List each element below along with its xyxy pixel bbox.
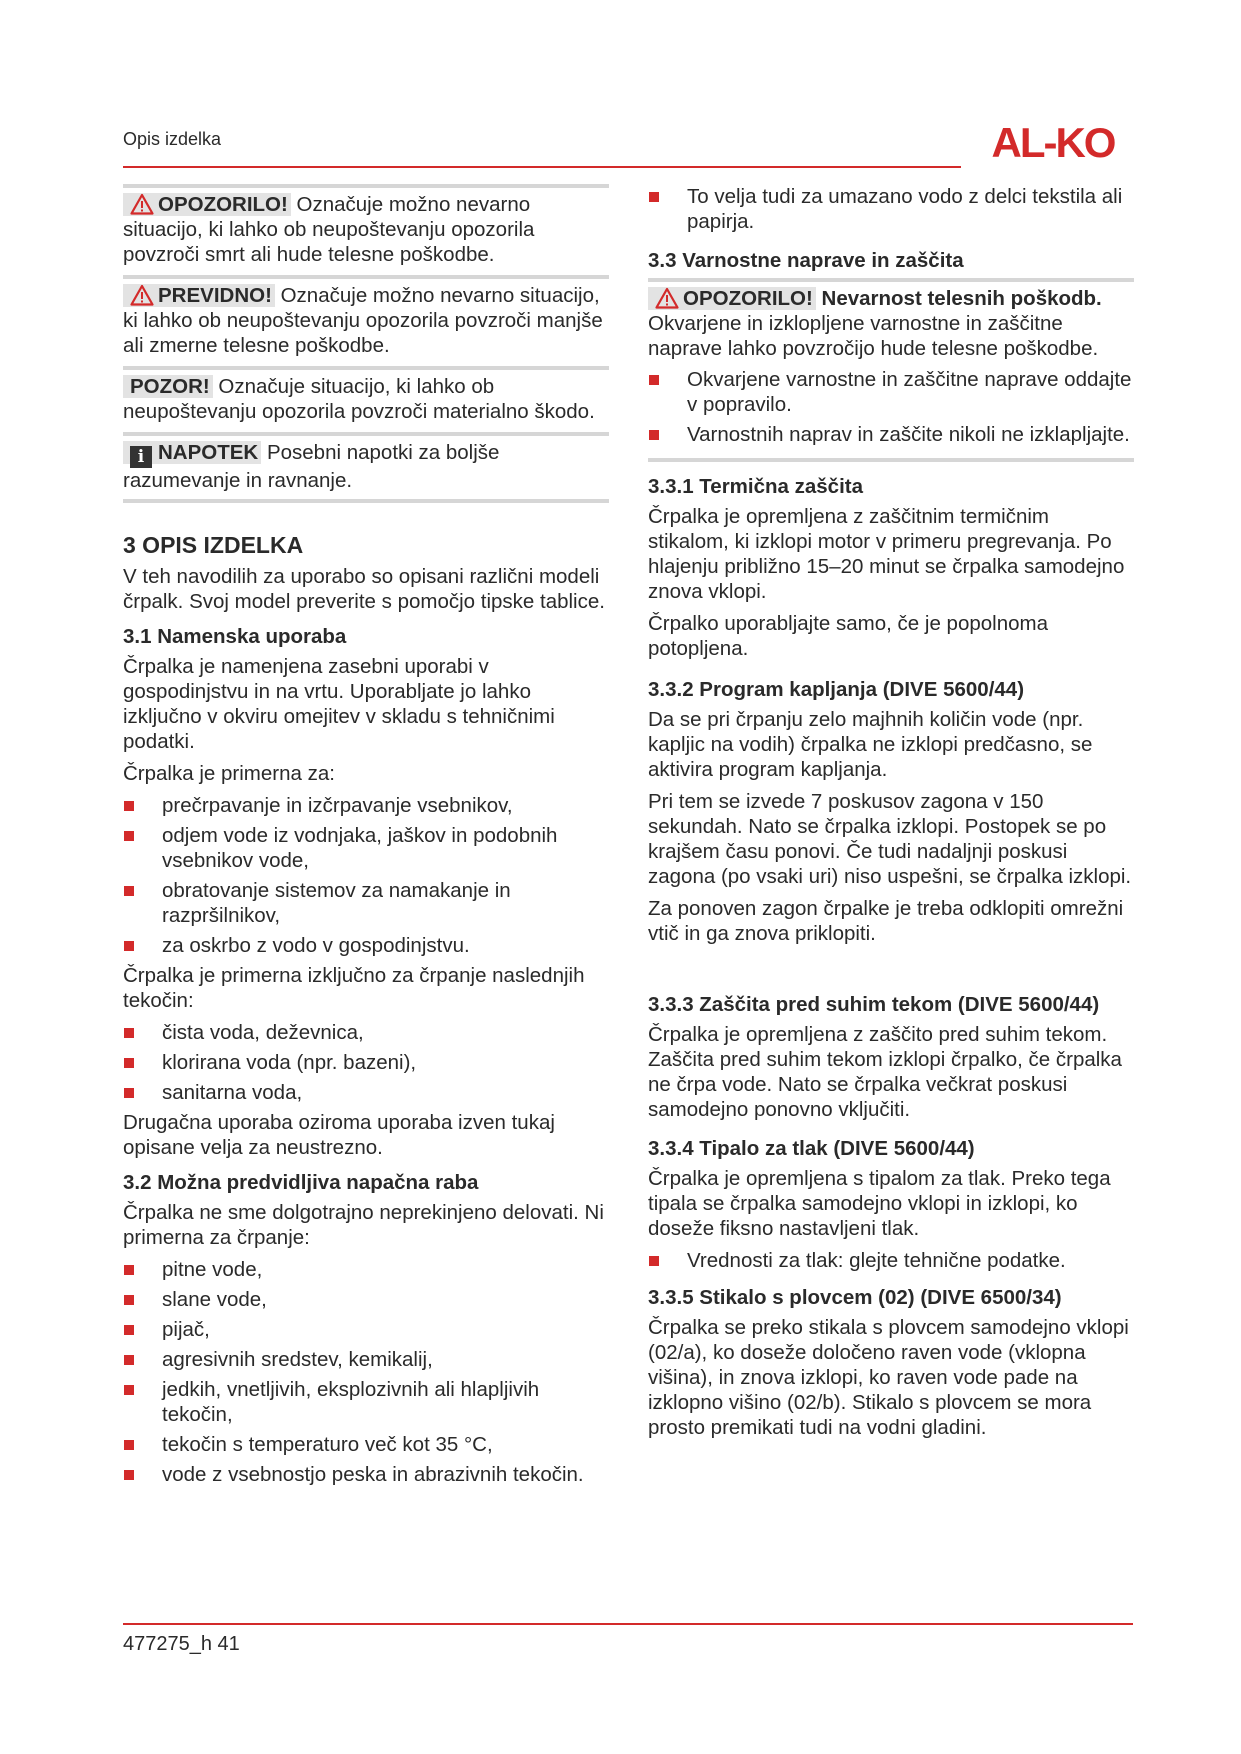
- paragraph: Pri tem se izvede 7 poskusov zagona v 150 sekundah. Nato se črpalka izklopi. Postopek se po krajšem času ponovi. Če tudi nadaljnji poskusi zagona (po vsaki uri) niso uspešni, se črpalka izklopi.: [648, 790, 1132, 888]
- list-item-text: Vrednosti za tlak: glejte tehnične podatke.: [687, 1249, 1066, 1272]
- page-number: 477275_h 41: [123, 1633, 240, 1655]
- list-item-text: pijač,: [162, 1318, 210, 1341]
- bullet-square-icon: [124, 1295, 134, 1305]
- list-item-text: klorirana voda (npr. bazeni),: [162, 1051, 417, 1074]
- bullet-square-icon: [124, 1058, 134, 1068]
- subsection-title: 3.3 Varnostne naprave in zaščita: [648, 249, 964, 272]
- subsection-title: 3.3.2 Program kapljanja (DIVE 5600/44): [648, 678, 1025, 701]
- list-item-text: vode z vsebnostjo peska in abrazivnih tekočin.: [162, 1463, 584, 1486]
- bullet-square-icon: [649, 375, 659, 385]
- list-item: [123, 1080, 609, 1105]
- bullet-square-icon: [124, 1355, 134, 1365]
- notice-text: Označuje možno nevarno situacijo, ki lahko ob neupoštevanju opozorila povzroči smrt ali hude telesne poškodbe.: [123, 193, 535, 266]
- list-item-text: odjem vode iz vodnjaka, jaškov in podobnih vsebnikov vode,: [162, 824, 558, 872]
- signal-label: [648, 287, 816, 310]
- bullet-square-icon: [649, 1256, 659, 1266]
- bullet-square-icon: [649, 192, 659, 202]
- warning-triangle-icon: [130, 193, 154, 215]
- subsection-title: 3.3.1 Termična zaščita: [648, 475, 863, 498]
- list-item-text: čista voda, deževnica,: [162, 1021, 364, 1044]
- list-item: [123, 793, 609, 818]
- paragraph: Za ponoven zagon črpalke je treba odklopiti omrežni vtič in ga znova priklopiti.: [648, 897, 1124, 945]
- signal-label: [123, 193, 291, 216]
- left-column: [123, 184, 609, 1492]
- info-icon: i: [130, 446, 152, 468]
- list-item: [648, 422, 1134, 447]
- bullet-list: [123, 1257, 609, 1487]
- list-item-text: obratovanje sistemov za namakanje in razpršilnikov,: [162, 879, 511, 927]
- paragraph: Črpalka je opremljena s tipalom za tlak. Preko tega tipala se črpalka samodejno vklopi in izklopi, ko doseže fiksno nastavljeni tlak.: [648, 1167, 1111, 1240]
- bullet-square-icon: [124, 1088, 134, 1098]
- warning-triangle-icon: [130, 284, 154, 306]
- list-item-text: za oskrbo z vodo v gospodinjstvu.: [162, 934, 470, 957]
- list-item-text: pitne vode,: [162, 1258, 263, 1281]
- list-item-text: jedkih, vnetljivih, eksplozivnih ali hlapljivih tekočin,: [162, 1378, 540, 1426]
- bullet-square-icon: [124, 1385, 134, 1395]
- list-item: [123, 1377, 609, 1427]
- bullet-square-icon: [124, 1265, 134, 1275]
- subsection-title: 3.3.4 Tipalo za tlak (DIVE 5600/44): [648, 1137, 975, 1160]
- notice-attention: [123, 366, 609, 432]
- notice-bold-text: Nevarnost telesnih poškodb.: [821, 287, 1102, 310]
- bullet-list: [648, 184, 1134, 234]
- signal-label: [123, 375, 213, 398]
- paragraph: Črpalka ne sme dolgotrajno neprekinjeno delovati. Ni primerna za črpanje:: [123, 1201, 604, 1249]
- list-item: [123, 1257, 609, 1282]
- list-item-text: agresivnih sredstev, kemikalij,: [162, 1348, 433, 1371]
- paragraph: Črpalka je primerna izključno za črpanje naslednjih tekočin:: [123, 964, 585, 1012]
- signal-word: PREVIDNO!: [158, 284, 272, 307]
- list-item: [123, 1317, 609, 1342]
- paragraph: Drugačna uporaba oziroma uporaba izven tukaj opisane velja za neustrezno.: [123, 1111, 555, 1159]
- signal-label: [123, 284, 275, 307]
- signal-word: OPOZORILO!: [158, 193, 288, 216]
- paragraph: Črpalka je opremljena z zaščitnim termičnim stikalom, ki izklopi motor v primeru pregrevanja. Po hlajenju približno 15–20 minut se črpalka samodejno znova vklopi.: [648, 505, 1125, 603]
- signal-label: [123, 441, 261, 467]
- list-item: [123, 878, 609, 928]
- paragraph: Črpalka je primerna za:: [123, 762, 335, 785]
- notice-caution: [123, 275, 609, 366]
- bullet-square-icon: [124, 801, 134, 811]
- warning-triangle-icon: [655, 287, 679, 309]
- bullet-list: [123, 793, 609, 958]
- notice-note: [123, 432, 609, 503]
- list-item-text: slane vode,: [162, 1288, 267, 1311]
- section-title: 3 OPIS IZDELKA: [123, 532, 304, 558]
- signal-word: POZOR!: [130, 375, 210, 398]
- list-item: [123, 933, 609, 958]
- subsection-title: 3.1 Namenska uporaba: [123, 625, 347, 648]
- notice-text: Posebni napotki za boljše razumevanje in ravnanje.: [123, 441, 500, 492]
- bullet-square-icon: [124, 1470, 134, 1480]
- bullet-square-icon: [649, 430, 659, 440]
- list-item: [123, 1462, 609, 1487]
- list-item-text: Varnostnih naprav in zaščite nikoli ne izklapljajte.: [687, 423, 1130, 446]
- paragraph: Črpalka je namenjena zasebni uporabi v gospodinjstvu in na vrtu. Uporabljate jo lahko izključno v okviru omejitev v skladu s tehničnimi podatki.: [123, 655, 555, 753]
- bullet-square-icon: [124, 1028, 134, 1038]
- paragraph: Črpalka je opremljena z zaščito pred suhim tekom. Zaščita pred suhim tekom izklopi črpalko, če črpalka ne črpa vode. Nato se črpalka večkrat poskusi samodejno ponovno vključiti.: [648, 1023, 1122, 1121]
- list-item: [648, 367, 1134, 417]
- list-item: [123, 1050, 609, 1075]
- alko-logo: [972, 120, 1134, 162]
- paragraph: Črpalka se preko stikala s plovcem samodejno vklopi (02/a), ko doseže določeno raven vode (vklopna višina), in znova izklopi, ko raven vode pade na izklopno višino (02/b). Stikalo s plovcem se mora prosto premikati tudi na vodni gladini.: [648, 1316, 1129, 1439]
- subsection-title: 3.2 Možna predvidljiva napačna raba: [123, 1171, 479, 1194]
- right-column: [648, 184, 1134, 1447]
- section-intro: V teh navodilih za uporabo so opisani različni modeli črpalk. Svoj model preverite s pomočjo tipske tablice.: [123, 565, 605, 613]
- signal-word: NAPOTEK: [158, 441, 259, 464]
- bullet-square-icon: [124, 1440, 134, 1450]
- paragraph: Da se pri črpanju zelo majhnih količin vode (npr. kapljic na vodih) črpalka ne izklopi predčasno, se aktivira program kapljanja.: [648, 708, 1093, 781]
- notice-warning: [648, 278, 1134, 462]
- list-item-text: To velja tudi za umazano vodo z delci tekstila ali papirja.: [687, 185, 1123, 233]
- notice-text: Okvarjene in izklopljene varnostne in zaščitne naprave lahko povzročijo hude telesne poškodbe.: [648, 312, 1099, 360]
- list-item-text: sanitarna voda,: [162, 1081, 303, 1104]
- logo-text: AL-KO: [991, 120, 1115, 162]
- notice-text: Označuje situacijo, ki lahko ob neupoštevanju opozorila povzroči materialno škodo.: [123, 375, 595, 423]
- header-divider: [123, 166, 961, 168]
- notice-text: Označuje možno nevarno situacijo, ki lahko ob neupoštevanju opozorila povzroči manjše ali zmerne telesne poškodbe.: [123, 284, 603, 357]
- subsection-title: 3.3.5 Stikalo s plovcem (02) (DIVE 6500/34): [648, 1286, 1062, 1309]
- subsection-title: 3.3.3 Zaščita pred suhim tekom (DIVE 5600/44): [648, 993, 1100, 1016]
- list-item-text: prečrpavanje in izčrpavanje vsebnikov,: [162, 794, 513, 817]
- list-item: [123, 1432, 609, 1457]
- list-item: [123, 1020, 609, 1045]
- bullet-square-icon: [124, 886, 134, 896]
- footer-divider: [123, 1623, 1133, 1625]
- bullet-square-icon: [124, 831, 134, 841]
- bullet-list: [648, 367, 1134, 447]
- bullet-square-icon: [124, 1325, 134, 1335]
- list-item: [123, 823, 609, 873]
- list-item: [648, 1248, 1134, 1273]
- list-item: [123, 1347, 609, 1372]
- paragraph: Črpalko uporabljajte samo, če je popolnoma potopljena.: [648, 612, 1048, 660]
- bullet-list: [648, 1248, 1134, 1273]
- list-item-text: Okvarjene varnostne in zaščitne naprave oddajte v popravilo.: [687, 368, 1132, 416]
- page-header-title: Opis izdelka: [123, 129, 222, 149]
- list-item: [648, 184, 1134, 234]
- notice-warning: [123, 184, 609, 275]
- list-item: [123, 1287, 609, 1312]
- bullet-square-icon: [124, 941, 134, 951]
- signal-word: OPOZORILO!: [683, 287, 813, 310]
- list-item-text: tekočin s temperaturo več kot 35 °C,: [162, 1433, 493, 1456]
- bullet-list: [123, 1020, 609, 1105]
